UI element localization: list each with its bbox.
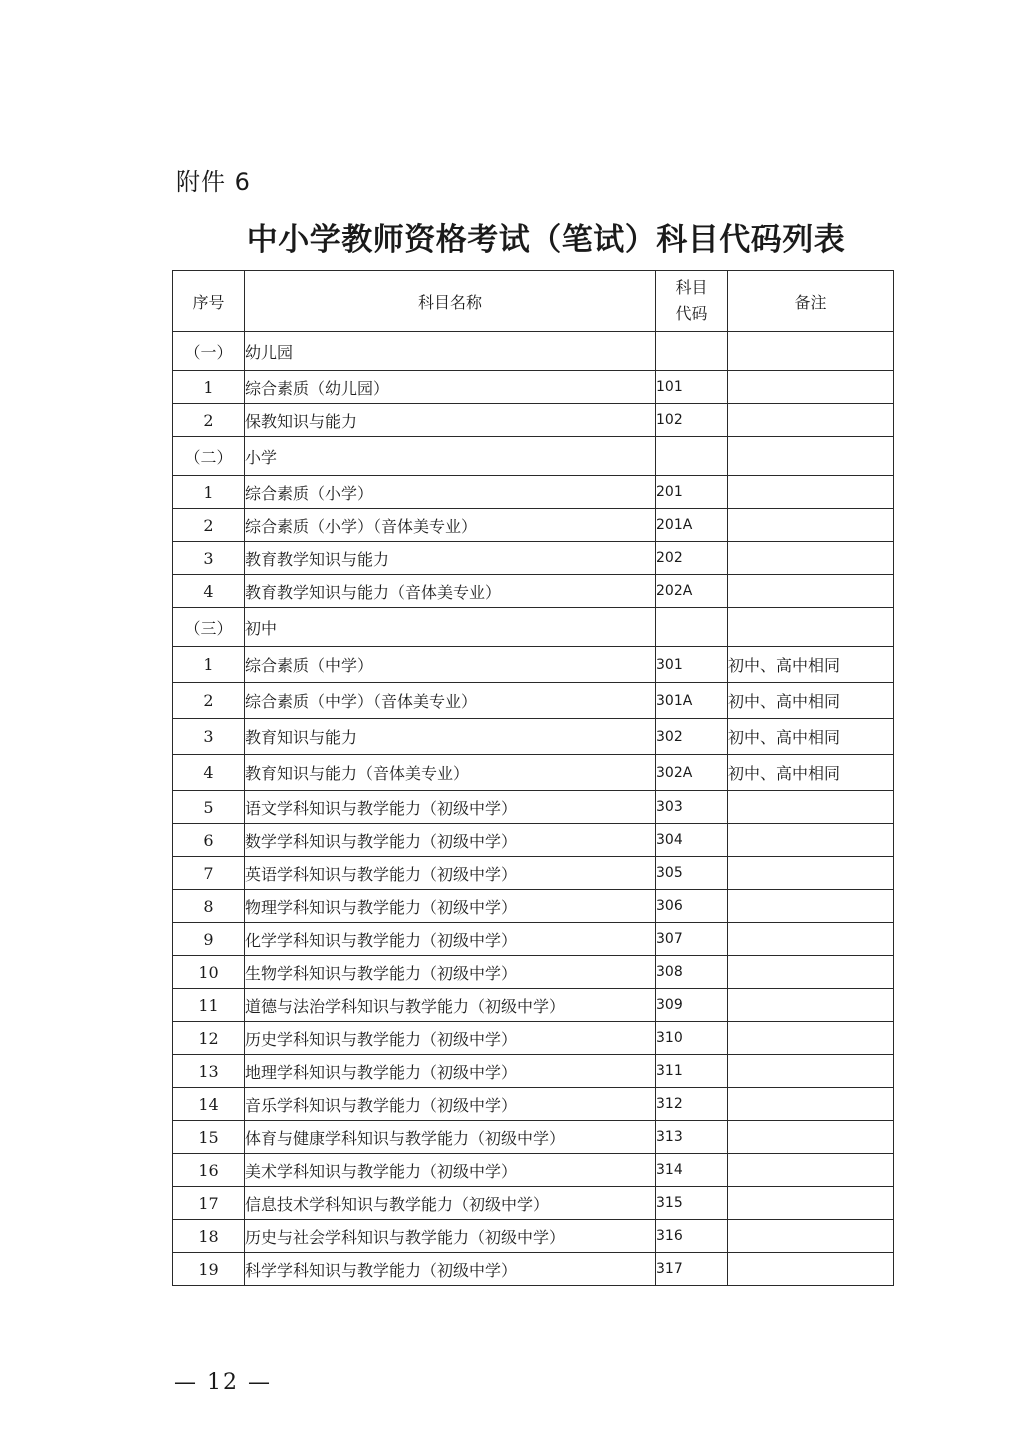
cell-seq: 17 xyxy=(173,1187,245,1220)
cell-note xyxy=(728,509,894,542)
table-header-row xyxy=(173,271,894,332)
cell-note xyxy=(728,956,894,989)
cell-subject-name: 教育知识与能力 xyxy=(245,719,656,755)
cell-note xyxy=(728,923,894,956)
cell-seq: （三） xyxy=(173,608,245,647)
cell-subject-code: 201 xyxy=(656,476,728,509)
cell-note xyxy=(728,404,894,437)
cell-subject-code xyxy=(656,608,728,647)
cell-subject-name: 生物学科知识与教学能力（初级中学） xyxy=(245,956,656,989)
cell-seq: 16 xyxy=(173,1154,245,1187)
table-row xyxy=(173,683,894,719)
table-row xyxy=(173,1154,894,1187)
cell-subject-code: 316 xyxy=(656,1220,728,1253)
table-row xyxy=(173,371,894,404)
cell-seq: 14 xyxy=(173,1088,245,1121)
cell-note xyxy=(728,791,894,824)
cell-seq: 2 xyxy=(173,404,245,437)
cell-subject-name: 小学 xyxy=(245,437,656,476)
cell-subject-name: 科学学科知识与教学能力（初级中学） xyxy=(245,1253,656,1286)
table-row xyxy=(173,647,894,683)
cell-subject-code: 301 xyxy=(656,647,728,683)
table-row xyxy=(173,719,894,755)
cell-note xyxy=(728,1154,894,1187)
cell-seq: 1 xyxy=(173,476,245,509)
cell-note: 初中、高中相同 xyxy=(728,755,894,791)
cell-subject-code: 310 xyxy=(656,1022,728,1055)
cell-subject-code: 304 xyxy=(656,824,728,857)
cell-subject-code: 201A xyxy=(656,509,728,542)
header-name: 科目名称 xyxy=(245,271,656,332)
cell-subject-code: 311 xyxy=(656,1055,728,1088)
table-row xyxy=(173,1022,894,1055)
cell-subject-name: 语文学科知识与教学能力（初级中学） xyxy=(245,791,656,824)
cell-subject-code: 308 xyxy=(656,956,728,989)
table-row xyxy=(173,923,894,956)
cell-subject-name: 历史学科知识与教学能力（初级中学） xyxy=(245,1022,656,1055)
cell-note: 初中、高中相同 xyxy=(728,719,894,755)
cell-seq: 3 xyxy=(173,719,245,755)
cell-subject-name: 综合素质（中学） xyxy=(245,647,656,683)
cell-seq: 7 xyxy=(173,857,245,890)
header-code xyxy=(656,271,728,332)
cell-note xyxy=(728,575,894,608)
cell-subject-name: 教育知识与能力（音体美专业） xyxy=(245,755,656,791)
cell-note xyxy=(728,371,894,404)
cell-subject-name: 物理学科知识与教学能力（初级中学） xyxy=(245,890,656,923)
table-row xyxy=(173,857,894,890)
cell-subject-code: 101 xyxy=(656,371,728,404)
cell-note xyxy=(728,989,894,1022)
cell-seq: 11 xyxy=(173,989,245,1022)
header-code-line1: 科目 xyxy=(675,278,708,297)
header-seq: 序号 xyxy=(173,271,245,332)
cell-note xyxy=(728,437,894,476)
page-number: — 12 — xyxy=(174,1370,272,1395)
cell-note xyxy=(728,542,894,575)
cell-subject-name: 信息技术学科知识与教学能力（初级中学） xyxy=(245,1187,656,1220)
cell-subject-name: 历史与社会学科知识与教学能力（初级中学） xyxy=(245,1220,656,1253)
cell-subject-name: 道德与法治学科知识与教学能力（初级中学） xyxy=(245,989,656,1022)
cell-subject-code: 305 xyxy=(656,857,728,890)
cell-subject-code: 309 xyxy=(656,989,728,1022)
cell-seq: 13 xyxy=(173,1055,245,1088)
page-title: 中小学教师资格考试（笔试）科目代码列表 xyxy=(246,222,846,258)
table-row xyxy=(173,1055,894,1088)
cell-subject-code: 303 xyxy=(656,791,728,824)
cell-seq: 12 xyxy=(173,1022,245,1055)
cell-seq: 6 xyxy=(173,824,245,857)
cell-note xyxy=(728,1220,894,1253)
cell-subject-code: 313 xyxy=(656,1121,728,1154)
cell-seq: 2 xyxy=(173,509,245,542)
cell-note xyxy=(728,1187,894,1220)
cell-seq: 19 xyxy=(173,1253,245,1286)
cell-seq: 1 xyxy=(173,647,245,683)
cell-subject-name: 初中 xyxy=(245,608,656,647)
table-row xyxy=(173,824,894,857)
cell-subject-name: 英语学科知识与教学能力（初级中学） xyxy=(245,857,656,890)
cell-subject-code: 202A xyxy=(656,575,728,608)
cell-subject-code: 102 xyxy=(656,404,728,437)
cell-subject-name: 音乐学科知识与教学能力（初级中学） xyxy=(245,1088,656,1121)
cell-note xyxy=(728,1055,894,1088)
cell-subject-name: 综合素质（小学） xyxy=(245,476,656,509)
header-code-line2: 代码 xyxy=(675,304,708,323)
cell-subject-name: 综合素质（小学）（音体美专业） xyxy=(245,509,656,542)
cell-subject-code xyxy=(656,332,728,371)
cell-subject-code: 317 xyxy=(656,1253,728,1286)
cell-seq: 10 xyxy=(173,956,245,989)
cell-note xyxy=(728,476,894,509)
cell-seq: 9 xyxy=(173,923,245,956)
cell-seq: 8 xyxy=(173,890,245,923)
cell-subject-code xyxy=(656,437,728,476)
attachment-label: 附件 6 xyxy=(176,168,251,196)
cell-note xyxy=(728,608,894,647)
cell-note xyxy=(728,890,894,923)
cell-subject-name: 综合素质（幼儿园） xyxy=(245,371,656,404)
table-row xyxy=(173,1088,894,1121)
table-row xyxy=(173,1220,894,1253)
cell-subject-name: 美术学科知识与教学能力（初级中学） xyxy=(245,1154,656,1187)
cell-seq: 15 xyxy=(173,1121,245,1154)
cell-subject-name: 体育与健康学科知识与教学能力（初级中学） xyxy=(245,1121,656,1154)
cell-note: 初中、高中相同 xyxy=(728,683,894,719)
header-note: 备注 xyxy=(728,271,894,332)
cell-subject-code: 312 xyxy=(656,1088,728,1121)
table-group-row xyxy=(173,608,894,647)
cell-subject-code: 307 xyxy=(656,923,728,956)
table-row xyxy=(173,755,894,791)
subject-code-table xyxy=(172,270,894,1286)
cell-note xyxy=(728,857,894,890)
cell-subject-name: 数学学科知识与教学能力（初级中学） xyxy=(245,824,656,857)
table-row xyxy=(173,476,894,509)
table-row xyxy=(173,989,894,1022)
cell-note xyxy=(728,1088,894,1121)
cell-seq: （一） xyxy=(173,332,245,371)
cell-note xyxy=(728,824,894,857)
cell-subject-code: 202 xyxy=(656,542,728,575)
cell-seq: 1 xyxy=(173,371,245,404)
cell-seq: 4 xyxy=(173,755,245,791)
cell-subject-name: 化学学科知识与教学能力（初级中学） xyxy=(245,923,656,956)
cell-note xyxy=(728,1022,894,1055)
cell-subject-code: 315 xyxy=(656,1187,728,1220)
cell-subject-name: 综合素质（中学）（音体美专业） xyxy=(245,683,656,719)
cell-subject-code: 301A xyxy=(656,683,728,719)
cell-seq: （二） xyxy=(173,437,245,476)
cell-subject-code: 306 xyxy=(656,890,728,923)
table-row xyxy=(173,956,894,989)
cell-seq: 3 xyxy=(173,542,245,575)
cell-subject-name: 教育教学知识与能力（音体美专业） xyxy=(245,575,656,608)
table-row xyxy=(173,1253,894,1286)
table-row xyxy=(173,509,894,542)
cell-subject-code: 302A xyxy=(656,755,728,791)
table-row xyxy=(173,404,894,437)
table-row xyxy=(173,1187,894,1220)
cell-note xyxy=(728,332,894,371)
cell-subject-name: 幼儿园 xyxy=(245,332,656,371)
cell-note xyxy=(728,1253,894,1286)
cell-subject-name: 地理学科知识与教学能力（初级中学） xyxy=(245,1055,656,1088)
table-row xyxy=(173,542,894,575)
cell-subject-name: 教育教学知识与能力 xyxy=(245,542,656,575)
table-row xyxy=(173,575,894,608)
table-group-row xyxy=(173,437,894,476)
table-row xyxy=(173,890,894,923)
table-row xyxy=(173,1121,894,1154)
cell-note xyxy=(728,1121,894,1154)
cell-note: 初中、高中相同 xyxy=(728,647,894,683)
cell-seq: 5 xyxy=(173,791,245,824)
cell-seq: 4 xyxy=(173,575,245,608)
cell-subject-code: 302 xyxy=(656,719,728,755)
table-body xyxy=(173,332,894,1286)
table-row xyxy=(173,791,894,824)
table-group-row xyxy=(173,332,894,371)
cell-seq: 18 xyxy=(173,1220,245,1253)
cell-subject-name: 保教知识与能力 xyxy=(245,404,656,437)
cell-seq: 2 xyxy=(173,683,245,719)
cell-subject-code: 314 xyxy=(656,1154,728,1187)
